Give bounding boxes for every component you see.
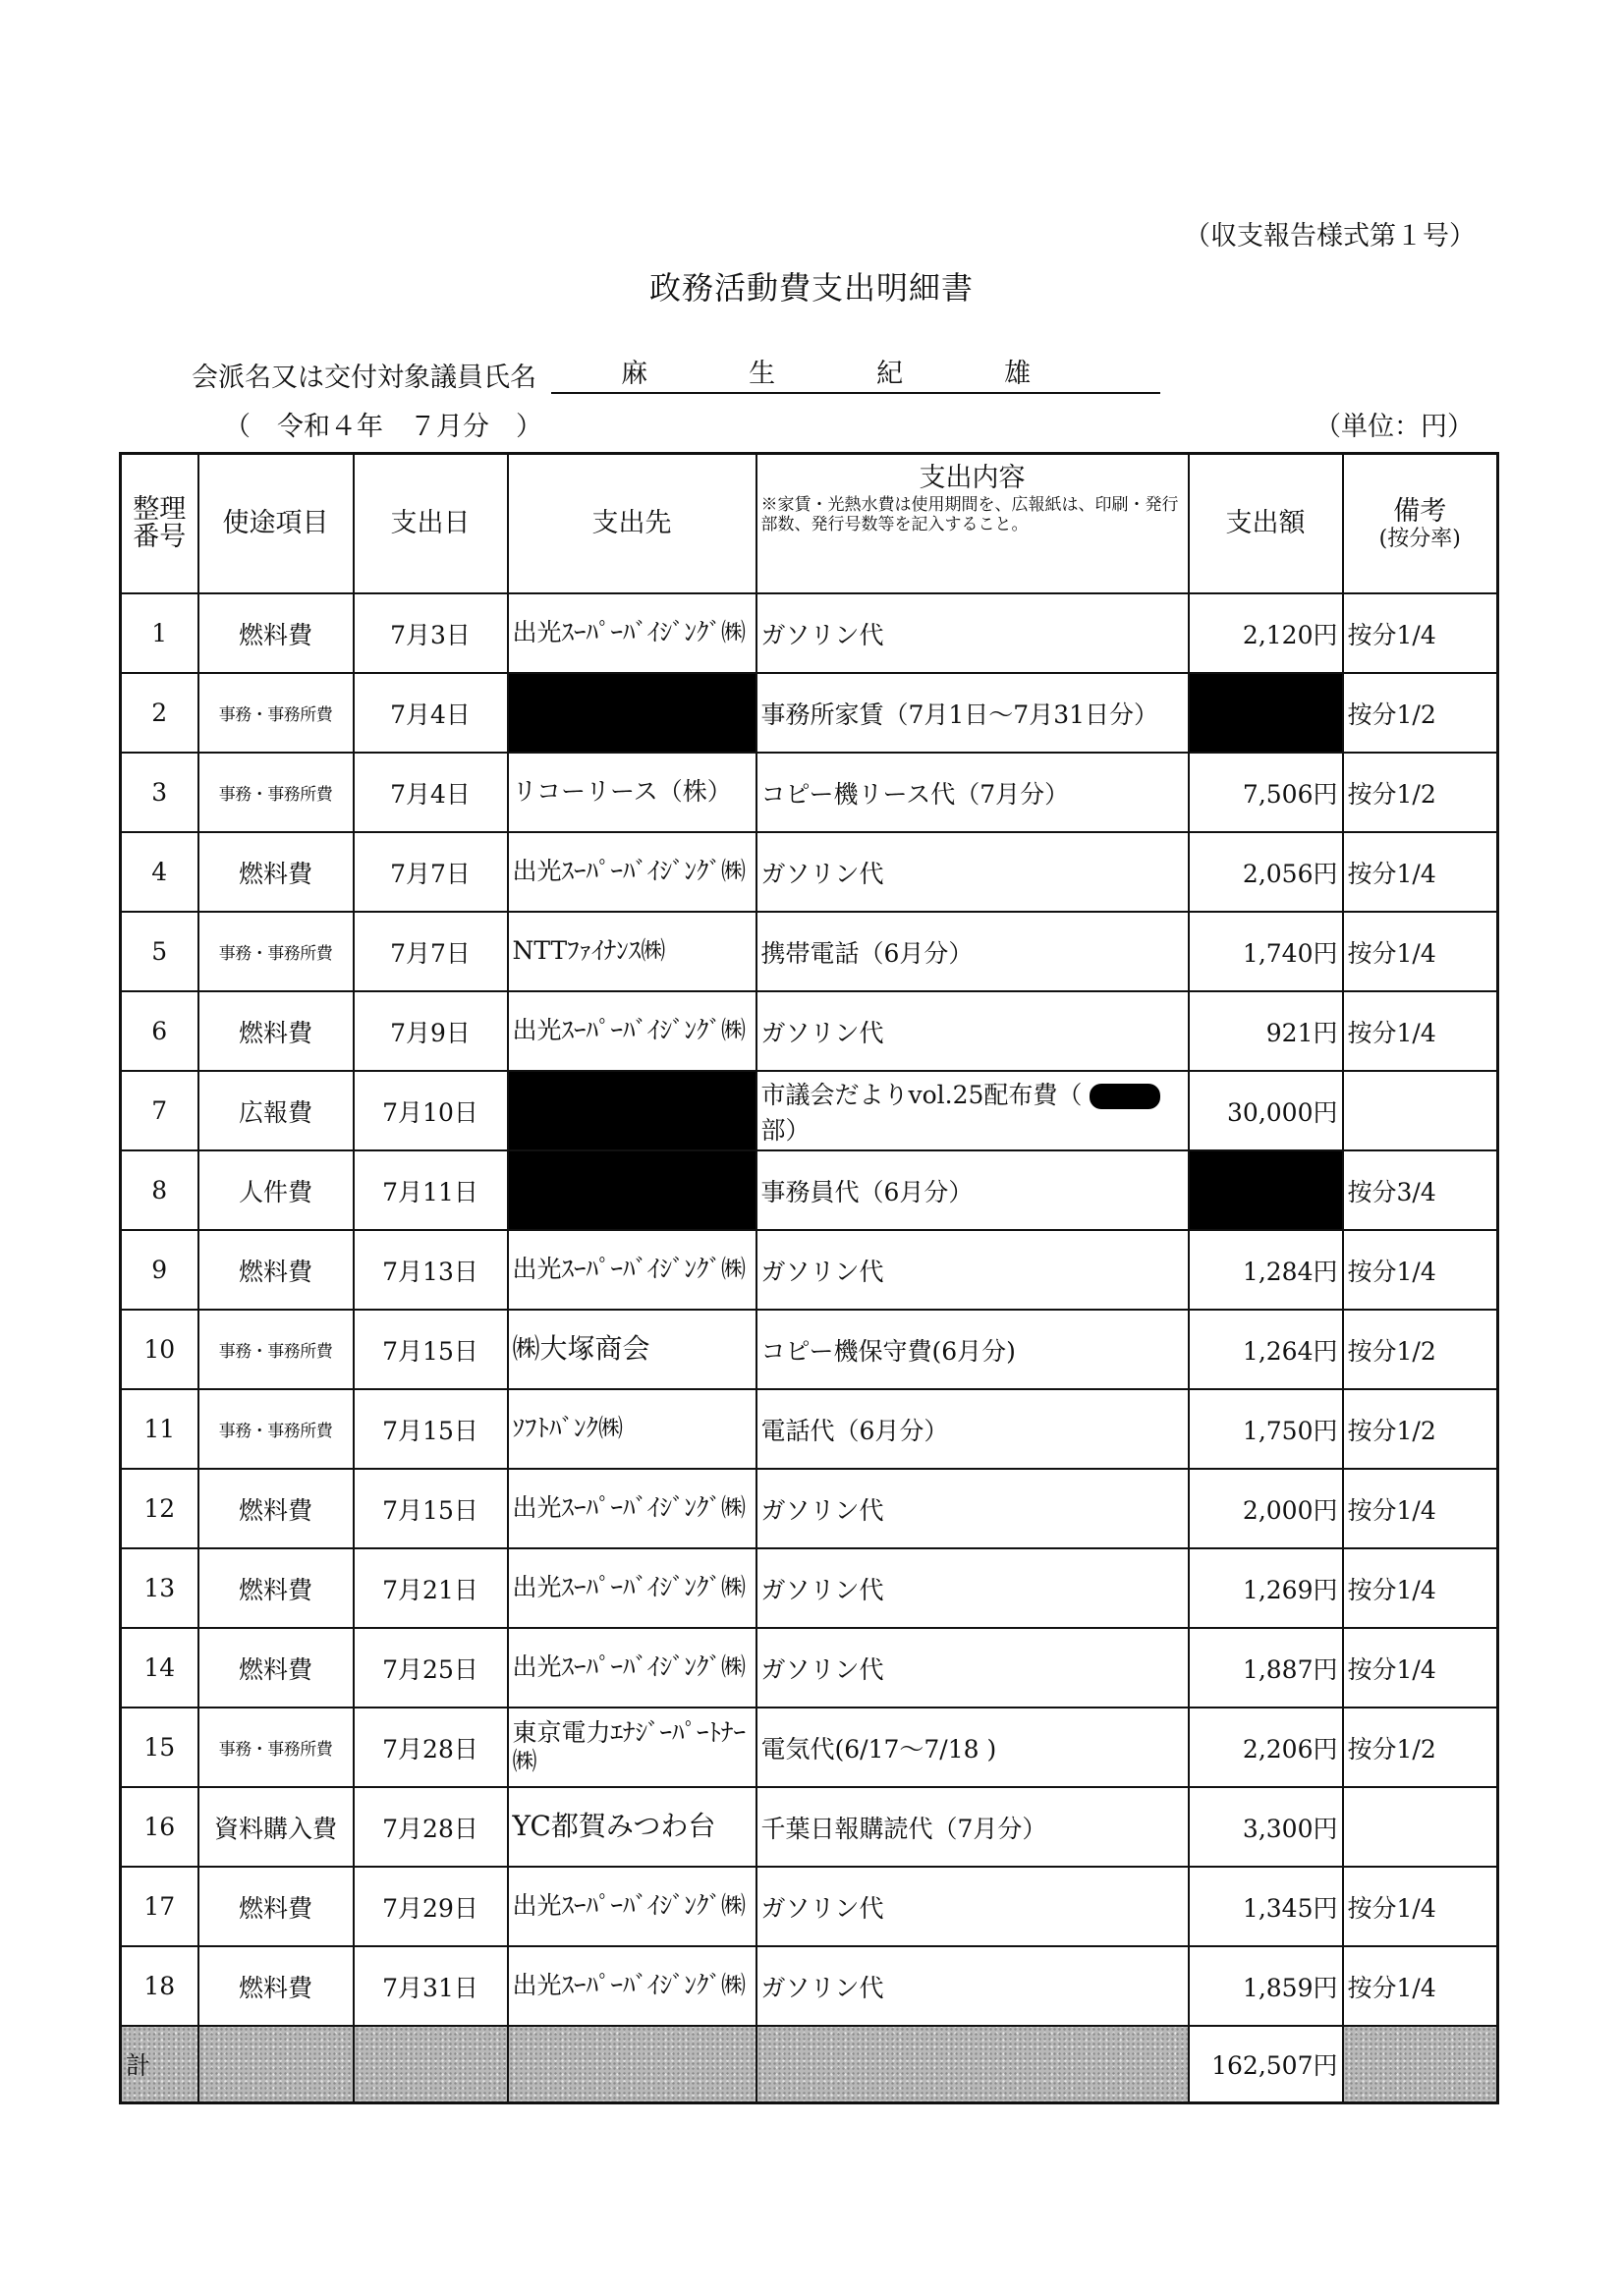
- unit-label: （単位：円）: [1315, 412, 1474, 442]
- amount-cell: 921円: [1189, 991, 1343, 1071]
- category-cell: 燃料費: [198, 1230, 354, 1310]
- row-number: 10: [121, 1310, 198, 1389]
- payee-cell: NTTﾌｧｲﾅﾝｽ㈱: [508, 912, 756, 991]
- amount-cell: 1,345円: [1189, 1867, 1343, 1946]
- payee-cell: 出光ｽｰﾊﾟｰﾊﾞｲｼﾞﾝｸﾞ㈱: [508, 832, 756, 912]
- header-payee: 支出先: [508, 454, 756, 594]
- remarks-cell: 按分1/4: [1343, 832, 1498, 912]
- payee-cell: 出光ｽｰﾊﾟｰﾊﾞｲｼﾞﾝｸﾞ㈱: [508, 1946, 756, 2026]
- date-cell: 7月15日: [354, 1469, 508, 1548]
- remarks-cell: 按分1/2: [1343, 753, 1498, 832]
- row-number: 4: [121, 832, 198, 912]
- payee-cell: 出光ｽｰﾊﾟｰﾊﾞｲｼﾞﾝｸﾞ㈱: [508, 991, 756, 1071]
- date-cell: 7月28日: [354, 1787, 508, 1867]
- content-cell: 電気代(6/17～7/18 ): [756, 1708, 1189, 1787]
- remarks-cell: 按分1/4: [1343, 1469, 1498, 1548]
- payee-cell: YC都賀みつわ台: [508, 1787, 756, 1867]
- category-cell: 燃料費: [198, 991, 354, 1071]
- total-row: [121, 2026, 1498, 2103]
- redacted-payee: [508, 1150, 756, 1230]
- category-cell: 事務・事務所費: [198, 673, 354, 753]
- remarks-cell: [1343, 1071, 1498, 1150]
- payee-cell: 出光ｽｰﾊﾟｰﾊﾞｲｼﾞﾝｸﾞ㈱: [508, 1867, 756, 1946]
- amount-cell: 1,887円: [1189, 1628, 1343, 1708]
- content-cell: ガソリン代: [756, 1628, 1189, 1708]
- content-cell: ガソリン代: [756, 1867, 1189, 1946]
- date-cell: 7月15日: [354, 1389, 508, 1469]
- row-number: 15: [121, 1708, 198, 1787]
- remarks-cell: 按分1/2: [1343, 673, 1498, 753]
- table-row: [121, 1946, 1498, 2026]
- member-name-char: 麻: [621, 359, 648, 389]
- remarks-cell: 按分3/4: [1343, 1150, 1498, 1230]
- table-row: [121, 1628, 1498, 1708]
- content-cell: 携帯電話（6月分）: [756, 912, 1189, 991]
- row-number: 17: [121, 1867, 198, 1946]
- content-cell: コピー機リース代（7月分）: [756, 753, 1189, 832]
- row-number: 12: [121, 1469, 198, 1548]
- header-category: 使途項目: [198, 454, 354, 594]
- table-row: [121, 753, 1498, 832]
- category-cell: 燃料費: [198, 1946, 354, 2026]
- table-row: [121, 673, 1498, 753]
- content-cell: 電話代（6月分）: [756, 1389, 1189, 1469]
- remarks-cell: 按分1/4: [1343, 1230, 1498, 1310]
- content-cell: 事務員代（6月分）: [756, 1150, 1189, 1230]
- content-cell: ガソリン代: [756, 991, 1189, 1071]
- header-amount: 支出額: [1189, 454, 1343, 594]
- shaded-cell: [756, 2026, 1189, 2103]
- amount-cell: 2,000円: [1189, 1469, 1343, 1548]
- table-row: [121, 1310, 1498, 1389]
- category-cell: 事務・事務所費: [198, 912, 354, 991]
- date-cell: 7月4日: [354, 753, 508, 832]
- redacted-payee: [508, 1071, 756, 1150]
- amount-cell: 3,300円: [1189, 1787, 1343, 1867]
- date-cell: 7月21日: [354, 1548, 508, 1628]
- header-content-note: ※家賃・光熱水費は使用期間を、広報紙は、印刷・発行部数、発行号数等を記入すること。: [760, 495, 1179, 535]
- shaded-cell: [354, 2026, 508, 2103]
- content-cell: ガソリン代: [756, 1548, 1189, 1628]
- row-number: 2: [121, 673, 198, 753]
- remarks-cell: 按分1/4: [1343, 1867, 1498, 1946]
- date-cell: 7月13日: [354, 1230, 508, 1310]
- reporting-period: （ 令和４年 ７月分 ）: [224, 412, 542, 442]
- shaded-cell: [198, 2026, 354, 2103]
- content-text: 市議会だよりvol.25配布費（: [760, 1080, 1083, 1109]
- category-cell: 燃料費: [198, 1867, 354, 1946]
- category-cell: 燃料費: [198, 1469, 354, 1548]
- table-row: [121, 1230, 1498, 1310]
- content-cell: 事務所家賃（7月1日～7月31日分）: [756, 673, 1189, 753]
- row-number: 8: [121, 1150, 198, 1230]
- remarks-cell: 按分1/4: [1343, 912, 1498, 991]
- redacted-amount: [1189, 673, 1343, 753]
- category-cell: 燃料費: [198, 1628, 354, 1708]
- row-number: 3: [121, 753, 198, 832]
- category-cell: 燃料費: [198, 1548, 354, 1628]
- member-name-char: 生: [749, 359, 776, 389]
- date-cell: 7月29日: [354, 1867, 508, 1946]
- amount-cell: 1,269円: [1189, 1548, 1343, 1628]
- content-cell: ガソリン代: [756, 1946, 1189, 2026]
- date-cell: 7月9日: [354, 991, 508, 1071]
- amount-cell: 30,000円: [1189, 1071, 1343, 1150]
- row-number: 7: [121, 1071, 198, 1150]
- row-number: 13: [121, 1548, 198, 1628]
- date-cell: 7月3日: [354, 593, 508, 673]
- name-label: 会派名又は交付対象議員氏名: [192, 363, 536, 393]
- remarks-cell: 按分1/2: [1343, 1708, 1498, 1787]
- content-text-tail: 部）: [760, 1115, 811, 1145]
- table-header-row: [121, 454, 1498, 594]
- content-cell: [756, 1071, 1189, 1150]
- table-row: [121, 593, 1498, 673]
- table-row: [121, 1071, 1498, 1150]
- category-cell: 燃料費: [198, 832, 354, 912]
- row-number: 1: [121, 593, 198, 673]
- payee-cell: リコーリース（株）: [508, 753, 756, 832]
- content-cell: ガソリン代: [756, 832, 1189, 912]
- row-number: 11: [121, 1389, 198, 1469]
- header-remarks: [1343, 454, 1498, 594]
- shaded-cell: [1343, 2026, 1498, 2103]
- amount-cell: 1,750円: [1189, 1389, 1343, 1469]
- member-name-row: [192, 352, 1160, 394]
- table-row: [121, 1708, 1498, 1787]
- date-cell: 7月31日: [354, 1946, 508, 2026]
- header-remarks-sub: (按分率): [1378, 526, 1461, 551]
- date-cell: 7月11日: [354, 1150, 508, 1230]
- category-cell: 事務・事務所費: [198, 1389, 354, 1469]
- category-cell: 事務・事務所費: [198, 1708, 354, 1787]
- remarks-cell: 按分1/4: [1343, 991, 1498, 1071]
- payee-cell: 出光ｽｰﾊﾟｰﾊﾞｲｼﾞﾝｸﾞ㈱: [508, 1548, 756, 1628]
- member-name: [551, 352, 1160, 394]
- payee-cell: 出光ｽｰﾊﾟｰﾊﾞｲｼﾞﾝｸﾞ㈱: [508, 1469, 756, 1548]
- document-title: 政務活動費支出明細書: [648, 269, 974, 307]
- row-number: 14: [121, 1628, 198, 1708]
- table-row: [121, 1867, 1498, 1946]
- amount-cell: 2,120円: [1189, 593, 1343, 673]
- category-cell: 人件費: [198, 1150, 354, 1230]
- redaction-mark: [1090, 1084, 1160, 1109]
- date-cell: 7月10日: [354, 1071, 508, 1150]
- category-cell: 広報費: [198, 1071, 354, 1150]
- category-cell: 資料購入費: [198, 1787, 354, 1867]
- amount-cell: 2,056円: [1189, 832, 1343, 912]
- table-row: [121, 991, 1498, 1071]
- content-cell: ガソリン代: [756, 593, 1189, 673]
- remarks-cell: 按分1/4: [1343, 1548, 1498, 1628]
- table-row: [121, 912, 1498, 991]
- table-row: [121, 1787, 1498, 1867]
- payee-cell: 東京電力ｴﾅｼﾞｰﾊﾟｰﾄﾅｰ㈱: [508, 1708, 756, 1787]
- remarks-cell: 按分1/2: [1343, 1310, 1498, 1389]
- table-row: [121, 1548, 1498, 1628]
- row-number: 6: [121, 991, 198, 1071]
- payee-cell: ㈱大塚商会: [508, 1310, 756, 1389]
- category-cell: 事務・事務所費: [198, 1310, 354, 1389]
- form-number: （収支報告様式第１号）: [1184, 221, 1476, 252]
- amount-cell: 1,264円: [1189, 1310, 1343, 1389]
- date-cell: 7月25日: [354, 1628, 508, 1708]
- date-cell: 7月7日: [354, 912, 508, 991]
- date-cell: 7月4日: [354, 673, 508, 753]
- redacted-payee: [508, 673, 756, 753]
- date-cell: 7月28日: [354, 1708, 508, 1787]
- member-name-char: 紀: [876, 359, 904, 389]
- payee-cell: 出光ｽｰﾊﾟｰﾊﾞｲｼﾞﾝｸﾞ㈱: [508, 593, 756, 673]
- content-cell: ガソリン代: [756, 1230, 1189, 1310]
- header-date: 支出日: [354, 454, 508, 594]
- date-cell: 7月7日: [354, 832, 508, 912]
- date-cell: 7月15日: [354, 1310, 508, 1389]
- table-row: [121, 1389, 1498, 1469]
- row-number: 5: [121, 912, 198, 991]
- table-row: [121, 832, 1498, 912]
- table-row: [121, 1469, 1498, 1548]
- shaded-cell: [508, 2026, 756, 2103]
- row-number: 18: [121, 1946, 198, 2026]
- amount-cell: 7,506円: [1189, 753, 1343, 832]
- content-cell: 千葉日報購読代（7月分）: [756, 1787, 1189, 1867]
- payee-cell: 出光ｽｰﾊﾟｰﾊﾞｲｼﾞﾝｸﾞ㈱: [508, 1628, 756, 1708]
- remarks-cell: 按分1/2: [1343, 1389, 1498, 1469]
- row-number: 16: [121, 1787, 198, 1867]
- amount-cell: 1,284円: [1189, 1230, 1343, 1310]
- header-content-label: 支出内容: [919, 463, 1026, 493]
- amount-cell: 1,740円: [1189, 912, 1343, 991]
- header-remarks-label: 備考: [1393, 495, 1447, 527]
- remarks-cell: 按分1/4: [1343, 1946, 1498, 2026]
- remarks-cell: 按分1/4: [1343, 593, 1498, 673]
- header-content: [756, 454, 1189, 594]
- payee-cell: ｿﾌﾄﾊﾞﾝｸ㈱: [508, 1389, 756, 1469]
- expense-table: [119, 452, 1499, 2104]
- category-cell: 燃料費: [198, 593, 354, 673]
- category-cell: 事務・事務所費: [198, 753, 354, 832]
- remarks-cell: [1343, 1787, 1498, 1867]
- remarks-cell: 按分1/4: [1343, 1628, 1498, 1708]
- member-name-char: 雄: [1004, 359, 1032, 389]
- total-label: 計: [121, 2026, 198, 2103]
- content-cell: コピー機保守費(6月分): [756, 1310, 1189, 1389]
- payee-cell: 出光ｽｰﾊﾟｰﾊﾞｲｼﾞﾝｸﾞ㈱: [508, 1230, 756, 1310]
- amount-cell: 1,859円: [1189, 1946, 1343, 2026]
- total-amount: 162,507円: [1189, 2026, 1343, 2103]
- content-cell: ガソリン代: [756, 1469, 1189, 1548]
- redacted-amount: [1189, 1150, 1343, 1230]
- table-row: [121, 1150, 1498, 1230]
- row-number: 9: [121, 1230, 198, 1310]
- header-no: 整理番号: [121, 454, 198, 594]
- amount-cell: 2,206円: [1189, 1708, 1343, 1787]
